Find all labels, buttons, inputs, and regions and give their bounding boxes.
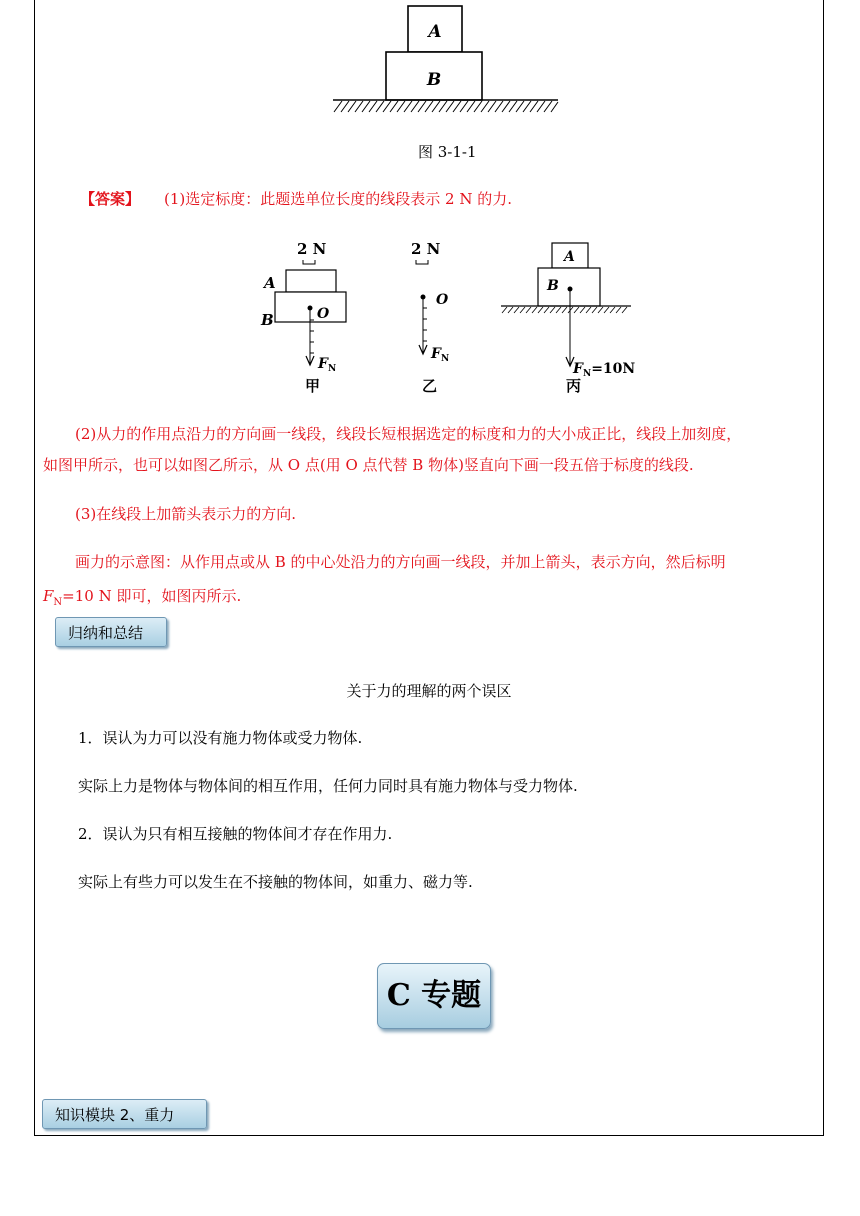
jia-force-sub: N <box>327 364 337 374</box>
jia-caption: 甲 <box>305 377 321 395</box>
diagram-bing <box>501 243 635 395</box>
svg-text:FN <box>430 346 449 364</box>
jia-ticks <box>310 320 314 353</box>
bing-label-b: B <box>547 278 559 294</box>
answer-note-line1: 画力的示意图：从作用点或从 B 的中心处沿力的方向画一线段，并加上箭头，表示方向，然后标明 <box>75 553 726 571</box>
note-force-symbol: F <box>43 587 54 605</box>
svg-text:FN=10N <box>572 361 635 379</box>
yi-ticks <box>423 308 427 341</box>
yi-force-label: F <box>431 346 441 362</box>
svg-text:FN <box>317 356 336 374</box>
answer-step1: (1)选定标度：此题选单位长度的线段表示 2 N 的力. <box>164 190 512 208</box>
bing-caption: 丙 <box>566 377 582 395</box>
yi-caption: 乙 <box>422 377 438 395</box>
yi-scale-bar <box>416 260 428 264</box>
answer-step2-line1: (2)从力的作用点沿力的方向画一线段，线段长短根据选定的标度和力的大小成正比，线段上加刻度， <box>75 425 742 443</box>
block-b-label: B <box>426 70 442 90</box>
summary-item-3: 2．误认为只有相互接触的物体间才存在作用力. <box>78 825 393 843</box>
yi-scale-label: 2 N <box>411 240 441 258</box>
bing-ground-hatch <box>502 307 627 313</box>
bing-force-value: =10N <box>591 361 636 377</box>
bing-force-sub: N <box>582 369 592 379</box>
answer-step3: (3)在线段上加箭头表示力的方向. <box>75 505 297 523</box>
bing-label-a: A <box>564 249 575 265</box>
figure-caption: 图 3-1-1 <box>418 143 477 161</box>
jia-scale-label: 2 N <box>297 240 327 258</box>
ground-hatch <box>334 101 558 112</box>
summary-item-4: 实际上有些力可以发生在不接触的物体间，如重力、磁力等. <box>78 873 473 891</box>
bing-force-label: F <box>573 361 583 377</box>
module-tab: 知识模块 2、重力 <box>42 1099 207 1129</box>
answer-step2-line2: 如图甲所示，也可以如图乙所示，从 O 点(用 O 点代替 B 物体)竖直向下画一段五倍于标度的线段. <box>43 456 694 474</box>
diagram-jia <box>260 240 346 395</box>
jia-force-label: F <box>318 356 328 372</box>
summary-tab: 归纳和总结 <box>55 617 167 647</box>
yi-point-label: O <box>436 292 449 308</box>
summary-item-2: 实际上力是物体与物体间的相互作用，任何力同时具有施力物体与受力物体. <box>78 777 578 795</box>
jia-label-a: A <box>264 274 276 292</box>
note-rest: =10 N 即可，如图丙所示. <box>62 587 242 605</box>
section-c-heading: C 专题 <box>377 963 491 1029</box>
jia-label-b: B <box>261 311 274 329</box>
summary-title: 关于力的理解的两个误区 <box>346 682 512 700</box>
answer-tag: 【答案】 <box>80 190 141 208</box>
note-force-sub: N <box>53 597 63 608</box>
diagram-yi <box>411 240 449 395</box>
yi-force-sub: N <box>440 354 450 364</box>
answer-diagrams <box>255 236 645 396</box>
jia-point-label: O <box>317 306 330 322</box>
answer-note-line2 <box>43 586 241 613</box>
jia-scale-bar <box>303 260 315 264</box>
block-a-label: A <box>428 22 442 42</box>
figure-3-1-1 <box>330 4 562 116</box>
jia-block-a <box>286 270 336 292</box>
summary-item-1: 1．误认为力可以没有施力物体或受力物体. <box>78 729 363 747</box>
